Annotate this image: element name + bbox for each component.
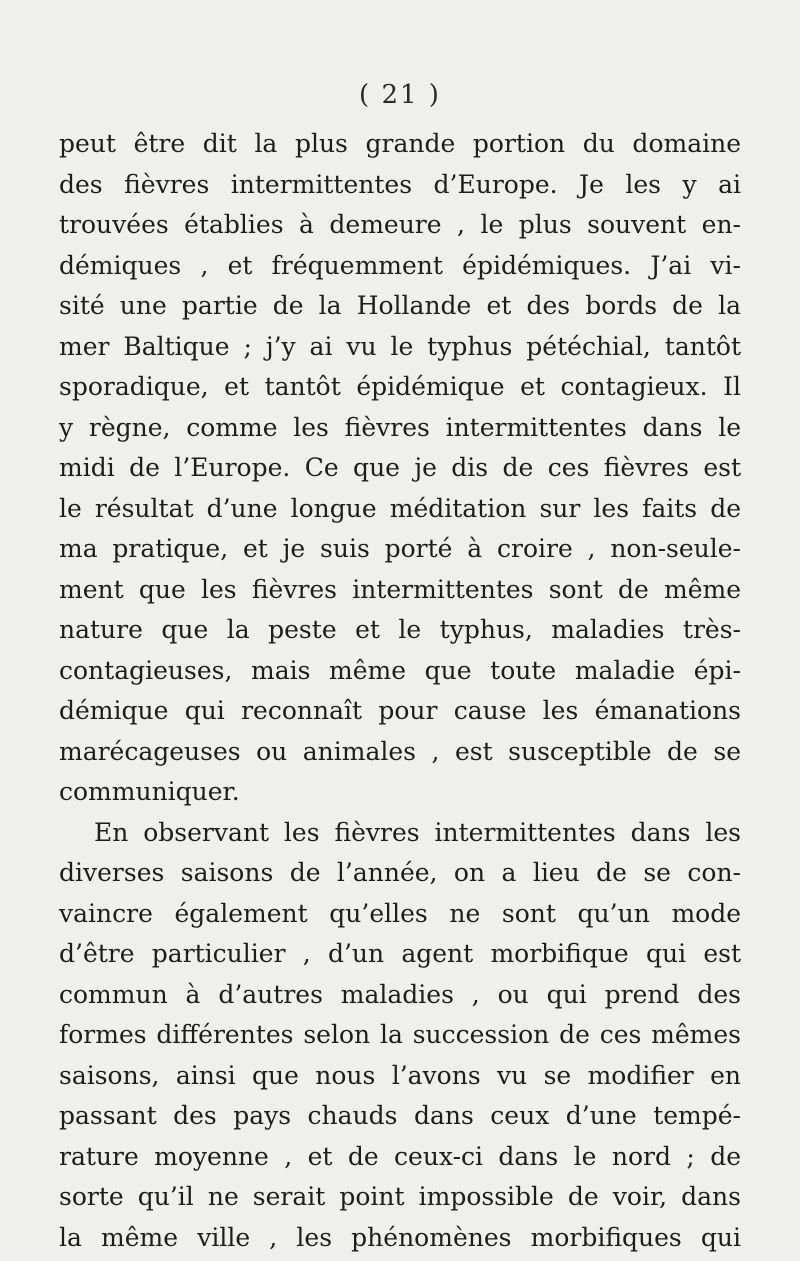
- text-line: peut être dit la plus grande portion du domaine: [59, 129, 741, 158]
- body-text: [59, 124, 741, 1258]
- text-line: marécageuses ou animales , est susceptible de se: [59, 736, 741, 766]
- text-line: commun à d’autres maladies , ou qui prend des: [59, 979, 741, 1009]
- text-line: des fièvres intermittentes d’Europe. Je les y ai: [59, 169, 741, 199]
- text-line: le résultat d’une longue méditation sur les faits de: [59, 493, 741, 523]
- text-line: ma pratique, et je suis porté à croire , non-seule-: [59, 534, 741, 563]
- text-line: midi de l’Europe. Ce que je dis de ces fièvres est: [59, 453, 741, 482]
- text-line: sorte qu’il ne serait point impossible de voir, dans: [59, 1182, 741, 1211]
- text-line: saisons, ainsi que nous l’avons vu se modifier en: [59, 1060, 741, 1090]
- text-line: contagieuses, mais même que toute maladie épi-: [59, 655, 741, 685]
- text-line: démiques , et fréquemment épidémiques. J’ai vi-: [59, 250, 741, 280]
- text-line: diverses saisons de l’année, on a lieu de se con-: [59, 858, 741, 887]
- paragraph-end-line: communiquer.: [59, 777, 240, 806]
- text-line: nature que la peste et le typhus, maladies très-: [59, 615, 741, 644]
- text-line: ment que les fièvres intermittentes sont de même: [59, 574, 741, 604]
- text-line: formes différentes selon la succession de ces mêmes: [59, 1020, 741, 1049]
- text-line: mer Baltique ; j’y ai vu le typhus pétéchial, tantôt: [59, 331, 741, 361]
- text-line: trouvées établies à demeure , le plus souvent en-: [59, 210, 741, 239]
- text-line: vaincre également qu’elles ne sont qu’un mode: [59, 898, 741, 928]
- text-line: y règne, comme les fièvres intermittentes dans le: [59, 412, 741, 442]
- text-line: rature moyenne , et de ceux-ci dans le nord ; de: [59, 1141, 741, 1171]
- text-line: la même ville , les phénomènes morbifiques qui: [59, 1222, 741, 1252]
- page-number: ( 21 ): [359, 80, 441, 110]
- paragraph-start-line: En observant les fièvres intermittentes dans les: [94, 817, 741, 847]
- text-line: d’être particulier , d’un agent morbifique qui est: [59, 939, 741, 968]
- text-line: sporadique, et tantôt épidémique et contagieux. Il: [59, 372, 741, 401]
- text-line: sité une partie de la Hollande et des bords de la: [59, 291, 741, 320]
- text-line: passant des pays chauds dans ceux d’une tempé-: [59, 1101, 741, 1130]
- text-line: démique qui reconnaît pour cause les émanations: [59, 696, 741, 725]
